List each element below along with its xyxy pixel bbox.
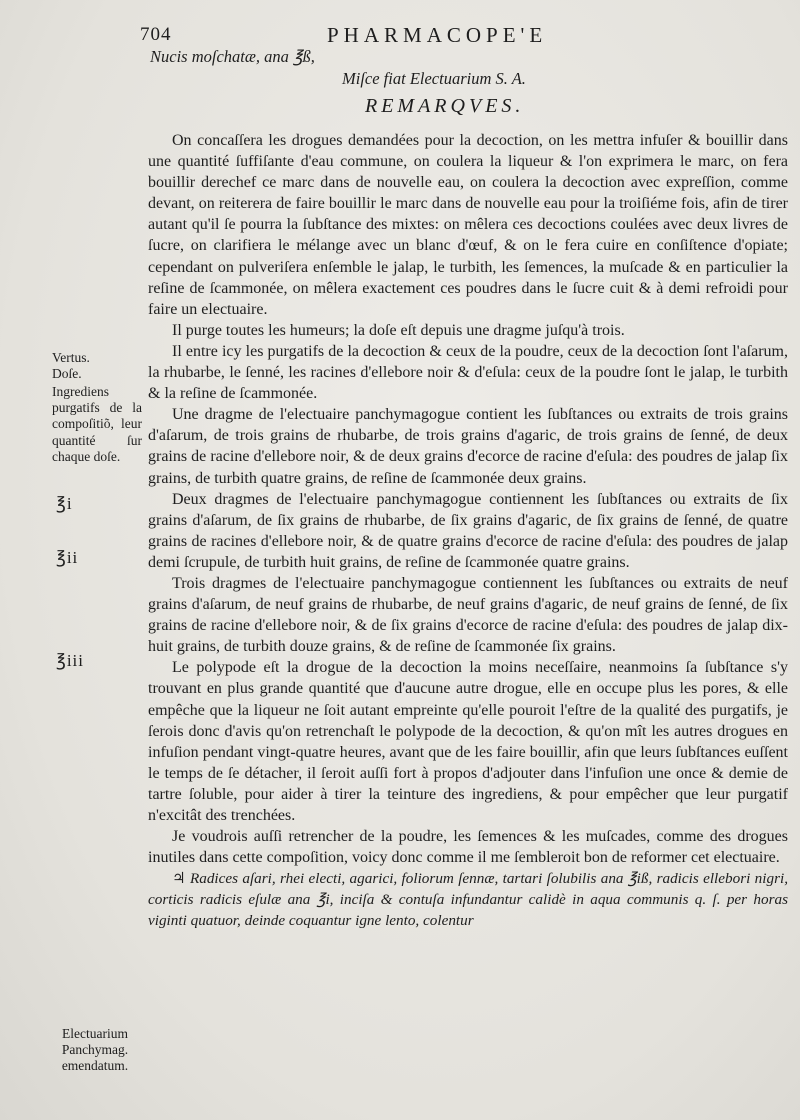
margin-note-ingredients: Ingrediens purgatifs de la compoſitiõ, leur quantité ſur chaque doſe.	[52, 384, 142, 464]
section-title: REMARQVES.	[365, 95, 525, 117]
paragraph: Trois dragmes de l'electuaire panchymagogue contiennent les ſubſtances ou extraits de neuf grains d'aſarum, de neuf grains de rhubarbe, de neuf grains d'agaric, de neuf grains de ſenné, de ſix grains de racine d'ellebore noir, & de ſix grains d'ecorce de racine d'eſula: des poudres de jalap dix-huit grains, de turbith douze grains, & de reſine de ſcammonée ſix grains.	[148, 574, 788, 656]
margin-dose-one: ℥i	[56, 494, 73, 513]
paragraph: Il purge toutes les humeurs; la doſe eſt depuis une dragme juſqu'à trois.	[172, 321, 625, 339]
paragraph: Une dragme de l'electuaire panchymagogue contient les ſubſtances ou extraits de trois grains d'aſarum, de trois grains de rhubarbe, de trois grains d'agaric, de trois grains de ſenné, de deux grains de racine d'ellebore noir, & de deux grains d'ecorce de racine d'eſula: des poudres de jalap ſix grains, de turbith quatre grains, de reſine de ſcammonée deux grains.	[148, 406, 788, 487]
margin-notes-vertus	[52, 350, 142, 382]
latin-recipe: ♃ Radices aſari, rhei electi, agarici, foliorum ſennæ, tartari ſolubilis ana ℥iß, radicis ellebori nigri, corticis radicis eſulæ ana ℥i, inciſa & contuſa infundantur calidè in aqua communis q. ſ. per horas viginti quatuor, deinde coquantur igne lento, colentur	[148, 870, 788, 930]
page-number: 704	[140, 24, 172, 45]
paragraph: Je voudrois auſſi retrencher de la poudre, les ſemences & les muſcades, comme des drogues inutiles dans cette compoſition, voicy donc comme il me ſembleroit bon de reformer cet electuaire.	[148, 828, 788, 867]
running-title: PHARMACOPE'E	[327, 23, 548, 47]
paragraph: Il entre icy les purgatifs de la decoction & ceux de la poudre, ceux de la decoction ſont l'aſarum, la rhubarbe, le ſenné, les racines d'ellebore noir & d'eſula: ceux de la poudre ſont le jalap, le turbith & la reſine de ſcammonée.	[148, 342, 788, 403]
paragraph: Le polypode eſt la drogue de la decoction la moins neceſſaire, neanmoins ſa ſubſtance s'y trouvant en plus grande quantité que d'aucune autre drogue, elle en occupe plus les pores, & elle empêche que la liqueur ne ſoit autant empreinte qu'elle pouroit l'eſtre de la qualité des purgatifs, je ſerois donc d'avis qu'on retrenchaſt le polypode de la decoction, & qu'on mît les autres drogues en infuſion pendant vingt-quatre heures, avant que de les faire bouillir, afin que leurs ſubſtances euſſent le temps de ſe détacher, il ſeroit auſſi fort à propos d'adjouter dans l'infuſion une once & demie de tartre ſoluble, pour aider à tirer la teinture des ingrediens, & pour empêcher que leur purgatif n'excitât des trenchées.	[148, 659, 788, 824]
recipe-line: Nucis moſchatæ, ana ℥ß,	[150, 47, 315, 66]
margin-dose-two: ℥ii	[56, 548, 79, 567]
margin-note-electuarium: Electuarium Panchymag. emendatum.	[61, 1026, 129, 1074]
recipe-line: Miſce fiat Electuarium S. A.	[342, 69, 526, 88]
paragraph: Deux dragmes de l'electuaire panchymagogue contiennent les ſubſtances ou extraits de ſix grains d'aſarum, de ſix grains de rhubarbe, de ſix grains d'agaric, de ſix grains de ſenné, de quatre grains de racines d'ellebore noir, & de quatre grains d'ecorce de racine d'eſula: des poudres de jalap demi ſcrupule, de turbith huit grains, de reſine de ſcammonée quatre grains.	[148, 490, 788, 571]
margin-dose-three: ℥iii	[56, 651, 84, 670]
body-text	[148, 130, 788, 931]
margin-note-vertus: Vertus.	[52, 350, 90, 365]
margin-note-dose: Doſe.	[52, 366, 82, 382]
recipe-continuation	[150, 46, 770, 90]
paragraph: On concaſſera les drogues demandées pour la decoction, on les mettra infuſer & bouillir dans une quantité ſuffiſante d'eau commune, on coulera la liqueur & l'on exprimera le marc, on fera bouillir derechef ce marc dans de nouvelle eau, on coulera la decoction avec expreſſion, comme devant, on reiterera de faire bouillir le marc dans de nouvelle eau pour la troiſiéme fois, afin de tirer autant qu'il ſe pourra la ſubſtance des mixtes: on mêlera ces decoctions coulées avec deux livres de ſucre, on clarifiera le mélange avec un blanc d'œuf, & on le fera cuire en conſiſtence d'opiate; cependant on pulveriſera enſemble le jalap, le turbith, les ſemences, la muſcade & en particulier la reſine de ſcammonée, on mêlera exactement ces poudres dans le ſucre cuit & à demi refroidi pour faire un electuaire.	[148, 132, 788, 318]
